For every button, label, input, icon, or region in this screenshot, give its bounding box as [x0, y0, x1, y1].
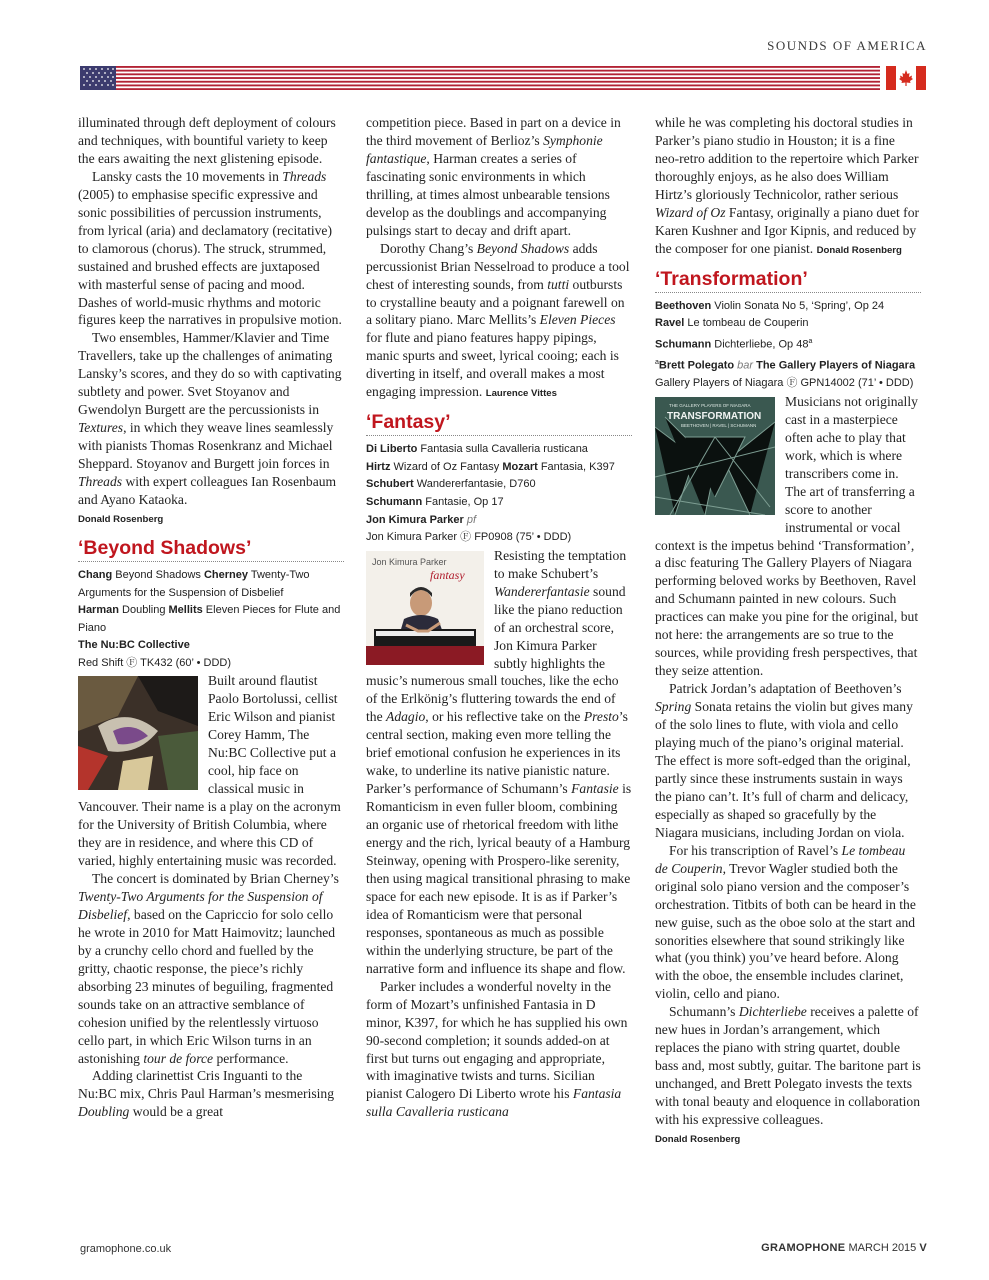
paragraph: Patrick Jordan’s adaptation of Beethoven’s Spring Sonata retains the violin but gives many of the solo lines to flute, with viola and cello playing much of the piano’s original material. The effect is more soft-edged than the original, partly since these instruments sustain in ways the piano can’t. It’s full of charm and delicacy, especially as shaped so gracefully by the Niagara musicians, including Jordan on viola.: [655, 681, 913, 840]
review-credits: Chang Beyond Shadows Cherney Twenty-Two Arguments for the Suspension of Disbelief Harman Doubling Mellits Eleven Pieces for Flute and Piano The Nu:BC Collective Red Shift Ⓕ TK432 (60’ • DDD): [78, 568, 341, 669]
column-2: [366, 114, 632, 1121]
magazine-name: GRAMOPHONE: [761, 1242, 846, 1254]
paragraph: Parker includes a wonderful novelty in the form of Mozart’s unfinished Fantasia in D minor, K397, for which he has supplied his own 90-second completion; it sounds added-on at first but turns out engaging and appropriate, with imaginative twists and turns. Sicilian pianist Calogero Di Liberto wrote his Fantasia sulla Cavalleria rusticana: [366, 978, 628, 1120]
paragraph: Musicians not originally cast in a masterpiece often ache to play that work, which is where transcribers come in. The art of transferring a score to another instrumental or vocal context is the impetus behind ‘Transformation’, a disc featuring The Gallery Players of Niagara performing beloved works by Beethoven, Ravel and Schumann painted in new colours. Such practices can make you pine for the original, but not here: the arrangements are so true to the sources, while providing fresh perspectives, that they seize attention.: [655, 393, 919, 679]
section-title: SOUNDS OF AMERICA: [767, 38, 927, 53]
us-flag-banner: [80, 66, 880, 90]
paragraph: Schumann’s Dichterliebe receives a palette of new hues in Jordan’s arrangement, which replaces the piano with string quartet, double bass and, most subtly, guitar. The baritone part is unchanged, and Brett Polegato invests the texts with tonal beauty and eloquence in collaboration with his expressive colleagues.: [655, 1004, 921, 1128]
canada-flag-icon: [886, 66, 926, 90]
reviewer-byline: Donald Rosenberg: [655, 1133, 741, 1145]
paragraph: Two ensembles, Hammer/Klavier and Time Travellers, take up the challenges of animating Lansky’s scores, and they do so with captivating subtlety and power. Svet Stoyanov and Gwendolyn Burgett are the percussionists in Textures, in which they weave lines seamlessly with pianists Thomas Rosenkranz and Michael Sheppard. Stoyanov and Burgett join forces in Threads with expert colleagues Ian Rosenbaum and Ayano Kataoka.: [78, 330, 342, 508]
cover-composers: BEETHOVEN | RAVEL | SCHUMANN: [681, 422, 757, 428]
reviewer-byline: Donald Rosenberg: [816, 244, 902, 256]
reviewer-byline: Donald Rosenberg: [78, 513, 164, 525]
footer-website: gramophone.co.uk: [80, 1243, 172, 1255]
album-cover-fantasy: [366, 551, 484, 665]
issue-date: MARCH 2015: [848, 1242, 917, 1254]
paragraph: For his transcription of Ravel’s Le tombeau de Couperin, Trevor Wagler studied both the original solo piano version and the composer’s orchestration. Titbits of both can be heard in the new guise, such as the oboe solo at the start and sonorities elsewhere that sound strikingly like what (you think) you’ve heard before. Along with the oboe, the ensemble includes clarinet, violin, cello and piano.: [655, 842, 916, 1002]
paragraph: Built around flautist Paolo Bortolussi, cellist Eric Wilson and pianist Corey Hamm, The Nu:BC Collective put a cool, hip face on classical music in Vancouver. Their name is a play on the acronym for the University of British Columbia, where they are in residence, and where this CD of varied, highly entertaining music was recorded.: [78, 673, 341, 869]
reviewer-byline: Laurence Vittes: [485, 388, 557, 400]
paragraph: illuminated through deft deployment of colours and techniques, with bountiful variety to keep the ears awaiting the next glistening episode.: [78, 115, 336, 166]
cover-ensemble: THE GALLERY PLAYERS OF NIAGARA: [669, 402, 751, 408]
album-cover-beyond-shadows: [78, 676, 198, 790]
paragraph: competition piece. Based in part on a device in the third movement of Berlioz’s Symphonie fantastique, Harman creates a series of fascinating sonic environments in which thrilling, at times almost unbearable tensions develop as the doublings and accompanying pulsings start to decay and drift apart.: [366, 115, 621, 238]
page-number: V: [919, 1242, 927, 1254]
column-3: [655, 114, 921, 1149]
footer-folio: [761, 1242, 927, 1254]
paragraph: while he was completing his doctoral studies in Parker’s piano studio in Houston; it is a fine neo-retro addition to the repertoire which Parker thoroughly enjoys, as he also does William Hirtz’s gloriously Technicolor, rather serious Wizard of Oz Fantasy, originally a piano duet for Karen Kushner and Igor Kipnis, and reduced by the composer for one pianist. Donald Rosenberg: [655, 115, 920, 256]
review-heading-fantasy: ‘Fantasy’: [366, 411, 632, 436]
cover-title: fantasy: [430, 567, 465, 582]
cover-artist: Jon Kimura Parker: [372, 556, 447, 567]
review-heading-beyond-shadows: ‘Beyond Shadows’: [78, 537, 344, 562]
paragraph: Resisting the temptation to make Schubert’s Wandererfantasie sound like the piano reduction of an orchestral score, Jon Kimura Parker subtly highlights the music’s numerous small touches, like the echo of the Erlkönig’s fluttering towards the end of the Adagio, or his reflective take on the Presto’s central section, making even more telling the brief emotional confusion he experiences in its wake, to underline its native pianistic nature. Parker’s performance of Schumann’s Fantasie is Romanticism in even fuller bloom, combining an organic use of rhetorical freedom with lithe energy and the rich, lyrical beauty of a Hamburg Steinway, opening with Prospero-like serenity, then using magical transitional phrasing to make space for each new episode. It is as if Parker’s idea of Romanticism were that personal responses, spontaneous as much as possible within the underlying structure, be part of the narrative form and influence its shape and flow.: [366, 547, 632, 976]
album-cover-transformation: [655, 397, 775, 515]
paragraph: Lansky casts the 10 movements in Threads (2005) to emphasise specific expressive and sonic possibilities of percussion instruments, from lyrical (aria) and declamatory (recitative) to clamorous (chorus). The struck, strummed, sustained and brushed effects are juxtaposed with masterful sense of pacing and mood. Dashes of world-music rhythms and motoric figures keep the narratives in propulsive motion.: [78, 168, 342, 328]
paragraph: Dorothy Chang’s Beyond Shadows adds percussionist Brian Nesselroad to produce a tool chest of interesting sounds, from tutti outbursts to crystalline beauty and a poignant farewell on a solitary piano. Marc Mellits’s Eleven Pieces for flute and piano features happy pipings, manic spurts and sweet, lyrical cooing; each is diverting in itself, and overall makes a most engaging impression. Laurence Vittes: [366, 240, 630, 400]
column-1: [78, 114, 344, 1121]
cover-title: TRANSFORMATION: [667, 410, 762, 422]
review-credits: Beethoven Violin Sonata No 5, ‘Spring’, Op 24 Ravel Le tombeau de Couperin Schumann Dichterliebe, Op 48$^a$ $^a$Brett Polegato bar The Gallery Players of Niagara Gallery Players of Niagara Ⓕ GPN14002 (71’ • DDD): [655, 299, 916, 390]
paragraph: The concert is dominated by Brian Cherney’s Twenty-Two Arguments for the Suspension of Disbelief, based on the Capriccio for solo cello he wrote in 2010 for Matt Haimovitz; launched by a crunchy cello chord and fuelled by the gritty, chaotic response, the piece’s richly absorbing 23 minutes of beguiling, fragmented sounds take on an attractive semblance of cohesion unified by the relentlessly virtuoso cello part, in which Eric Wilson turns in an astonishing tour de force performance.: [78, 870, 339, 1066]
review-credits: Di Liberto Fantasia sulla Cavalleria rusticana Hirtz Wizard of Oz Fantasy Mozart Fantasia, K397 Schubert Wandererfantasie, D760 Schumann Fantasie, Op 17 Jon Kimura Parker pf Jon Kimura Parker Ⓕ FP0908 (75’ • DDD): [366, 443, 615, 544]
review-heading-transformation: ‘Transformation’: [655, 268, 921, 293]
paragraph: Adding clarinettist Cris Inguanti to the Nu:BC mix, Chris Paul Harman’s mesmerising Doubling would be a great: [78, 1068, 335, 1120]
